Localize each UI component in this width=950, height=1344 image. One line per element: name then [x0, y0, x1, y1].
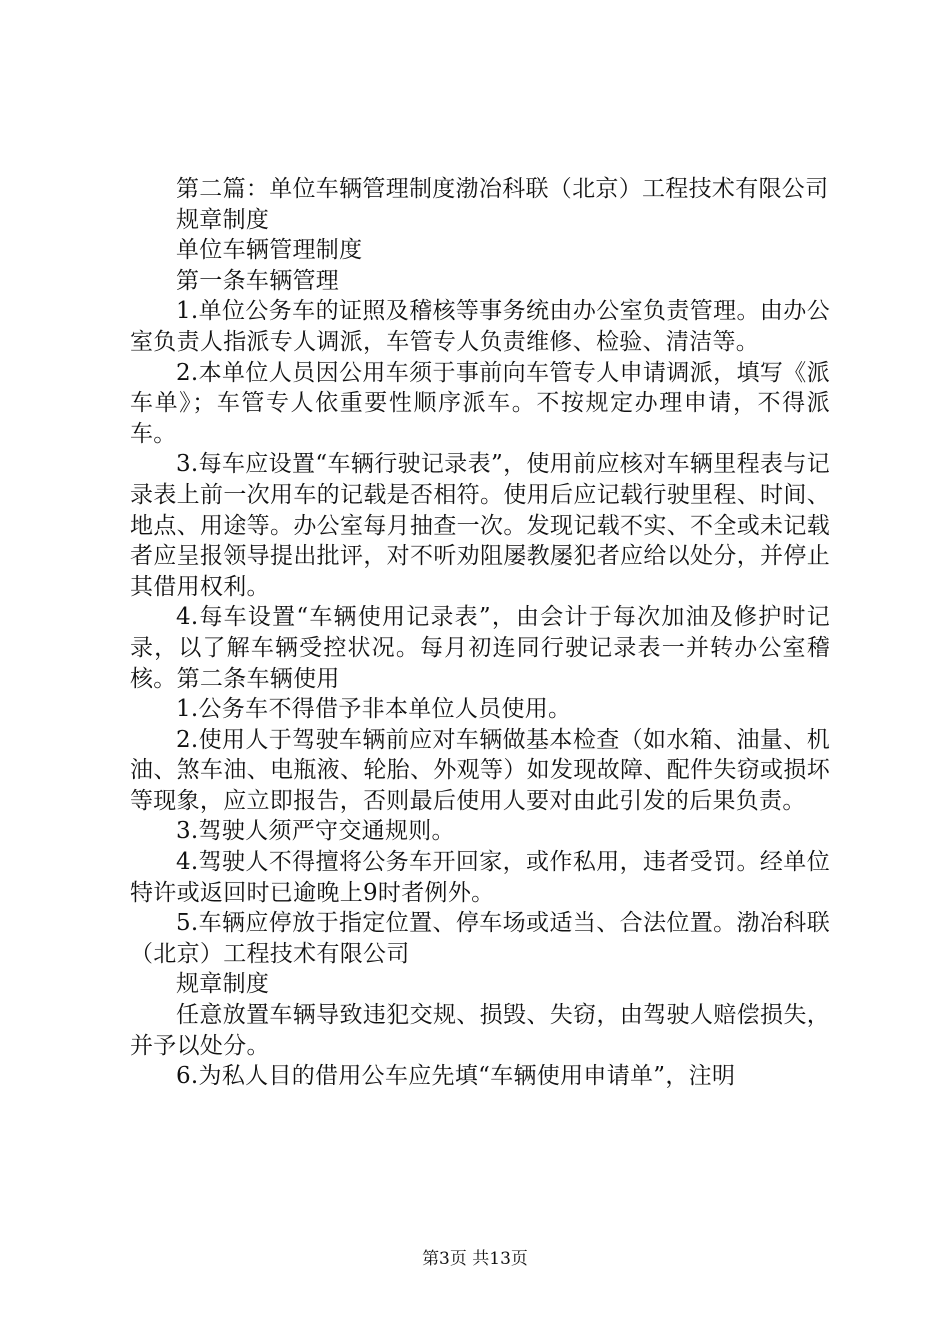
document-body [130, 174, 830, 1092]
paragraph-item: 3.驾驶人须严守交通规则。 [176, 818, 455, 845]
paragraph-item: 4.每车设置“车辆使用记录表”，由会计于每次加油及修护时记录，以了解车辆受控状况。每月初连同行驶记录表一并转办公室稽核。第二条车辆使用 [130, 604, 830, 692]
paragraph-item: 5.车辆应停放于指定位置、停车场或适当、合法位置。渤冶科联（北京）工程技术有限公司 [130, 910, 830, 967]
paragraph-item: 2.使用人于驾驶车辆前应对车辆做基本检查（如水箱、油量、机油、煞车油、电瓶液、轮胎、外观等）如发现故障、配件失窃或损坏等现象，应立即报告，否则最后使用人要对由此引发的后果负责。 [130, 726, 830, 814]
paragraph-article-1: 第一条车辆管理 [176, 267, 340, 294]
paragraph-item: 1.公务车不得借予非本单位人员使用。 [176, 696, 572, 723]
paragraph-item: 6.为私人目的借用公车应先填“车辆使用申请单”，注明 [176, 1063, 736, 1090]
paragraph-item: 4.驾驶人不得擅将公务车开回家，或作私用，违者受罚。经单位特许或返回时已逾晚上9时者例外。 [130, 849, 830, 906]
paragraph-item: 2.本单位人员因公用车须于事前向车管专人申请调派，填写《派车单》；车管专人依重要性顺序派车。不按规定办理申请，不得派车。 [130, 359, 830, 447]
page-number-footer: 第3页 共13页 [422, 1249, 528, 1269]
paragraph-item: 3.每车应设置“车辆行驶记录表”，使用前应核对车辆里程表与记录表上前一次用车的记载是否相符。使用后应记载行驶里程、时间、地点、用途等。办公室每月抽查一次。发现记载不实、不全或未记载者应呈报领导提出批评，对不听劝阻屡教屡犯者应给以处分，并停止其借用权利。 [130, 451, 830, 600]
paragraph-item: 1.单位公务车的证照及稽核等事务统由办公室负责管理。由办公室负责人指派专人调派，车管专人负责维修、检验、清洁等。 [130, 298, 830, 355]
paragraph-rules-label: 规章制度 [176, 971, 270, 998]
paragraph-title: 单位车辆管理制度 [176, 237, 363, 264]
paragraph-heading: 第二篇：单位车辆管理制度渤冶科联（北京）工程技术有限公司 [176, 176, 829, 202]
paragraph-item: 任意放置车辆导致违犯交规、损毁、失窃，由驾驶人赔偿损失，并予以处分。 [130, 1002, 830, 1059]
paragraph-rules-label: 规章制度 [176, 206, 270, 233]
